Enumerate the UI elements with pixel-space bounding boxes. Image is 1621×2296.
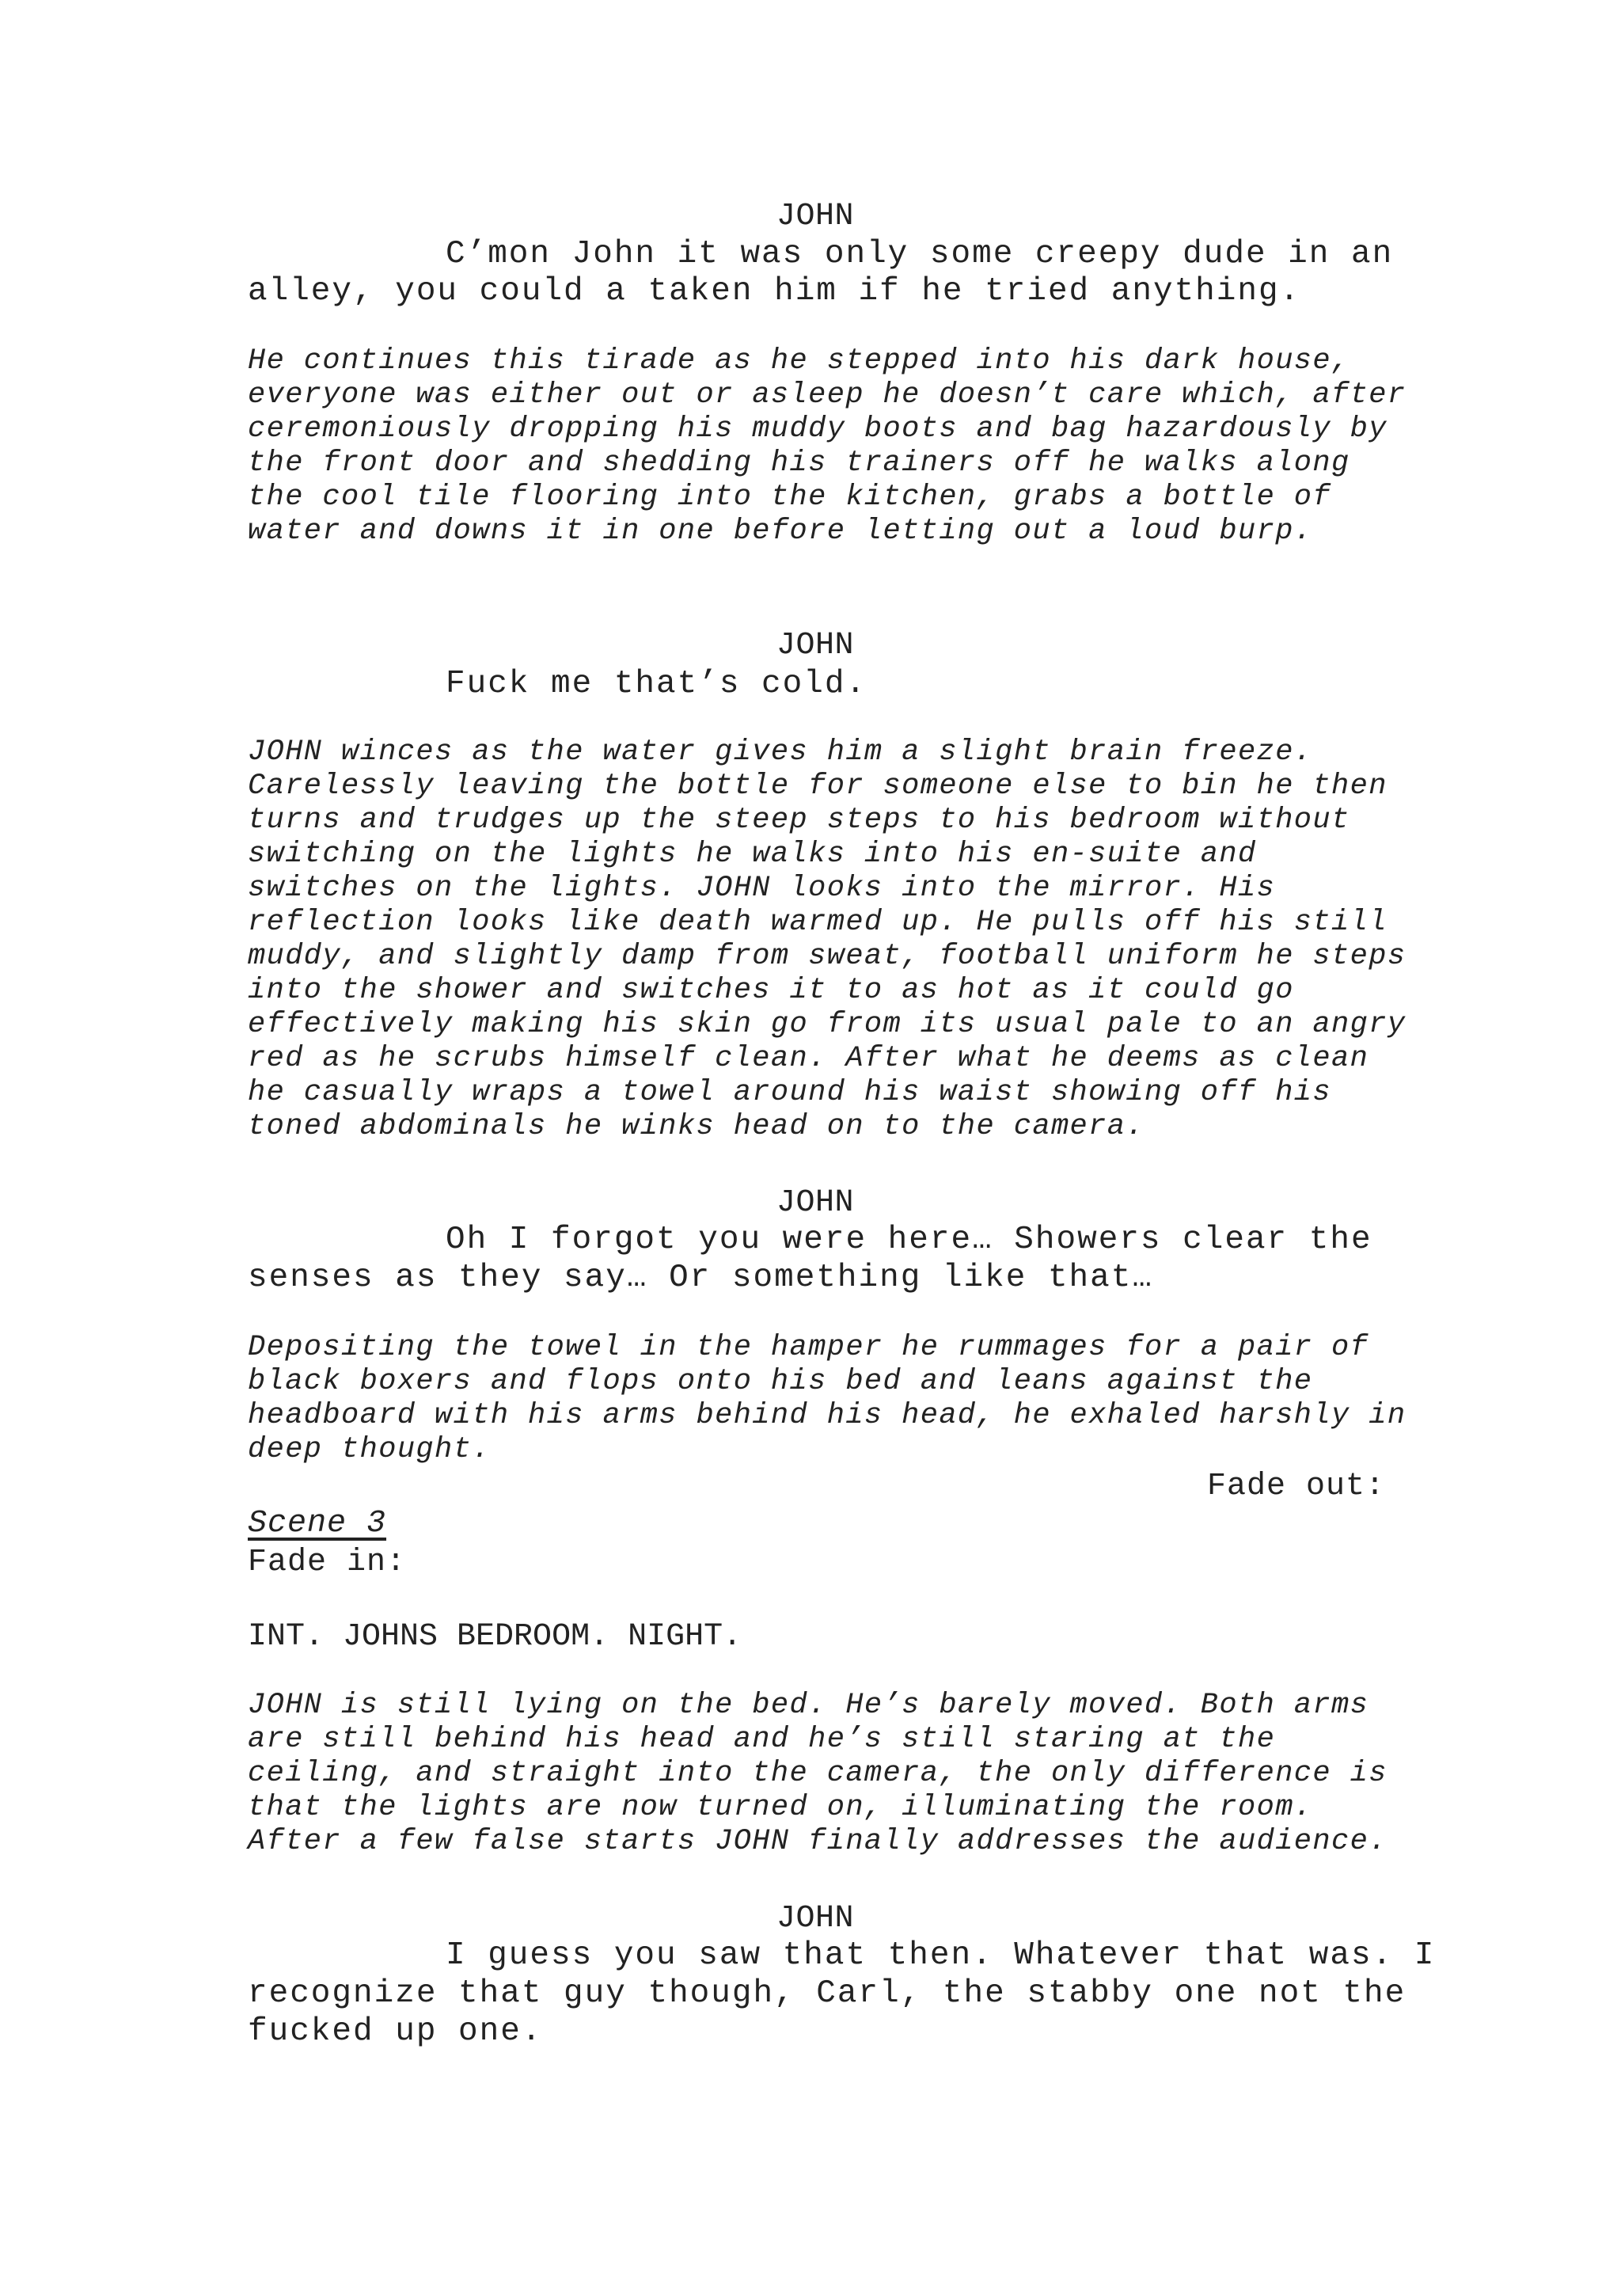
action-line: JOHN winces as the water gives him a slight brain freeze.: [248, 736, 1313, 769]
action-line: toned abdominals he winks head on to the camera.: [248, 1110, 1145, 1143]
action-line: switching on the lights he walks into his en-suite and: [248, 838, 1257, 871]
action-line: are still behind his head and he’s still staring at the: [248, 1723, 1276, 1756]
action-line: deep thought.: [248, 1433, 491, 1466]
action-line: ceiling, and straight into the camera, the only difference is: [248, 1757, 1388, 1790]
action-line: headboard with his arms behind his head, he exhaled harshly in: [248, 1399, 1407, 1432]
dialogue-line: recognize that guy though, Carl, the stabby one not the: [248, 1975, 1407, 2012]
action-line: turns and trudges up the steep steps to his bedroom without: [248, 804, 1350, 837]
action-line: After a few false starts JOHN finally addresses the audience.: [248, 1825, 1388, 1858]
action-line: water and downs it in one before letting out a loud burp.: [248, 515, 1313, 548]
action-line: ceremoniously dropping his muddy boots and bag hazardously by: [248, 412, 1388, 446]
transition-fade-out: Fade out:: [1207, 1469, 1386, 1504]
action-line: muddy, and slightly damp from sweat, football uniform he steps: [248, 940, 1407, 973]
action-line: JOHN is still lying on the bed. He’s barely moved. Both arms: [248, 1689, 1369, 1722]
transition-fade-in: Fade in:: [248, 1545, 407, 1580]
action-line: the front door and shedding his trainers off he walks along: [248, 447, 1350, 480]
action-line: into the shower and switches it to as hot as it could go: [248, 974, 1294, 1007]
dialogue-line: alley, you could a taken him if he tried anything.: [248, 273, 1301, 310]
character-name: JOHN: [776, 1901, 855, 1937]
character-name: JOHN: [776, 628, 855, 663]
character-name: JOHN: [776, 199, 855, 234]
action-line: everyone was either out or asleep he doesn’t care which, after: [248, 378, 1407, 412]
scene-number-heading: Scene 3: [248, 1506, 387, 1541]
dialogue-line: fucked up one.: [248, 2013, 543, 2050]
action-line: Carelessly leaving the bottle for someone else to bin he then: [248, 770, 1388, 803]
action-line: Depositing the towel in the hamper he rummages for a pair of: [248, 1331, 1369, 1364]
dialogue-line: senses as they say… Or something like that…: [248, 1260, 1153, 1296]
dialogue-line: C’mon John it was only some creepy dude in an: [446, 236, 1394, 272]
scene-slugline: INT. JOHNS BEDROOM. NIGHT.: [248, 1619, 742, 1655]
action-line: red as he scrubs himself clean. After what he deems as clean: [248, 1042, 1369, 1075]
dialogue-line: I guess you saw that then. Whatever that was. I: [446, 1937, 1436, 1974]
action-line: the cool tile flooring into the kitchen, grabs a bottle of: [248, 481, 1332, 514]
dialogue-line: Fuck me that’s cold.: [446, 666, 867, 702]
character-name: JOHN: [776, 1185, 855, 1221]
action-line: he casually wraps a towel around his waist showing off his: [248, 1076, 1332, 1109]
dialogue-line: Oh I forgot you were here… Showers clear the: [446, 1222, 1372, 1258]
action-line: reflection looks like death warmed up. He pulls off his still: [248, 906, 1388, 939]
action-line: black boxers and flops onto his bed and leans against the: [248, 1365, 1313, 1398]
action-line: switches on the lights. JOHN looks into the mirror. His: [248, 872, 1276, 905]
action-line: that the lights are now turned on, illuminating the room.: [248, 1791, 1313, 1824]
action-line: He continues this tirade as he stepped into his dark house,: [248, 344, 1350, 378]
action-line: effectively making his skin go from its usual pale to an angry: [248, 1008, 1407, 1041]
